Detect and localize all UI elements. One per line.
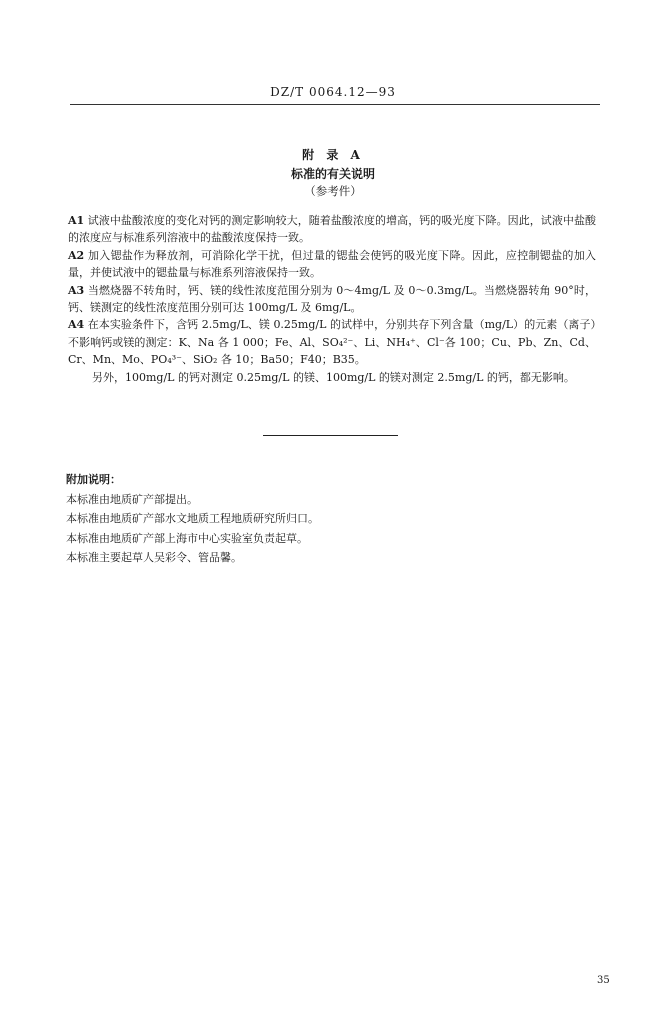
- additional-notes-title: 附加说明：: [66, 473, 121, 486]
- paragraph-label: A4: [68, 318, 85, 332]
- paragraph-text: 当燃烧器不转角时，钙、镁的线性浓度范围分别为 0～4mg/L 及 0～0.3mg/L。当燃烧器转角 90°时，钙、镁测定的线性浓度范围分别可达 100mg/L 及 6mg/L。: [68, 283, 596, 315]
- section-divider: [263, 435, 398, 436]
- paragraph-text: 试液中盐酸浓度的变化对钙的测定影响较大，随着盐酸浓度的增高，钙的吸光度下降。因此，试液中盐酸的浓度应与标准系列溶液中的盐酸浓度保持一致。: [68, 214, 596, 245]
- additional-notes: [66, 470, 586, 568]
- appendix-note: （参考件）: [304, 184, 362, 198]
- appendix-body: [68, 212, 596, 386]
- header-rule: [70, 104, 600, 105]
- page-number: 35: [597, 975, 610, 986]
- additional-note-line: 本标准由地质矿产部提出。: [66, 492, 198, 506]
- paragraph-a4: [68, 316, 596, 368]
- paragraph-extra: 另外，100mg/L 的钙对测定 0.25mg/L 的镁、100mg/L 的镁对测定 2.5mg/L 的钙，都无影响。: [92, 370, 575, 384]
- additional-note-line: 本标准由地质矿产部水文地质工程地质研究所归口。: [66, 512, 319, 525]
- paragraph-text: 在本实验条件下，含钙 2.5mg/L、镁 0.25mg/L 的试样中，分别共存下列含量（mg/L）的元素（离子）不影响钙或镁的测定：K、Na 各 1 000；Fe、Al、SO₄²⁻、Li、NH₄⁺、Cl⁻各 100；Cu、Pb、Zn、Cd、Cr、Mn、Mo、PO₄³⁻、SiO₂ 各 10；Ba50；F40；B35。: [68, 318, 596, 367]
- paragraph-a3: [68, 282, 596, 317]
- appendix-label: 附 录 A: [302, 148, 364, 162]
- additional-note-line: 本标准由地质矿产部上海市中心实验室负责起草。: [66, 531, 308, 545]
- paragraph-a2: [68, 247, 596, 282]
- paragraph-label: A2: [68, 248, 85, 262]
- additional-note-line: 本标准主要起草人吴彩令、管品馨。: [66, 551, 242, 564]
- paragraph-text: 加入锶盐作为释放剂，可消除化学干扰，但过量的锶盐会使钙的吸光度下降。因此，应控制锶盐的加入量，并使试液中的锶盐量与标准系列溶液保持一致。: [68, 248, 596, 280]
- document-code: DZ/T 0064.12—93: [270, 85, 396, 99]
- paragraph-label: A3: [68, 283, 85, 297]
- paragraph-label: A1: [68, 214, 85, 227]
- appendix-title: 标准的有关说明: [290, 167, 375, 181]
- paragraph-a1: [68, 212, 596, 247]
